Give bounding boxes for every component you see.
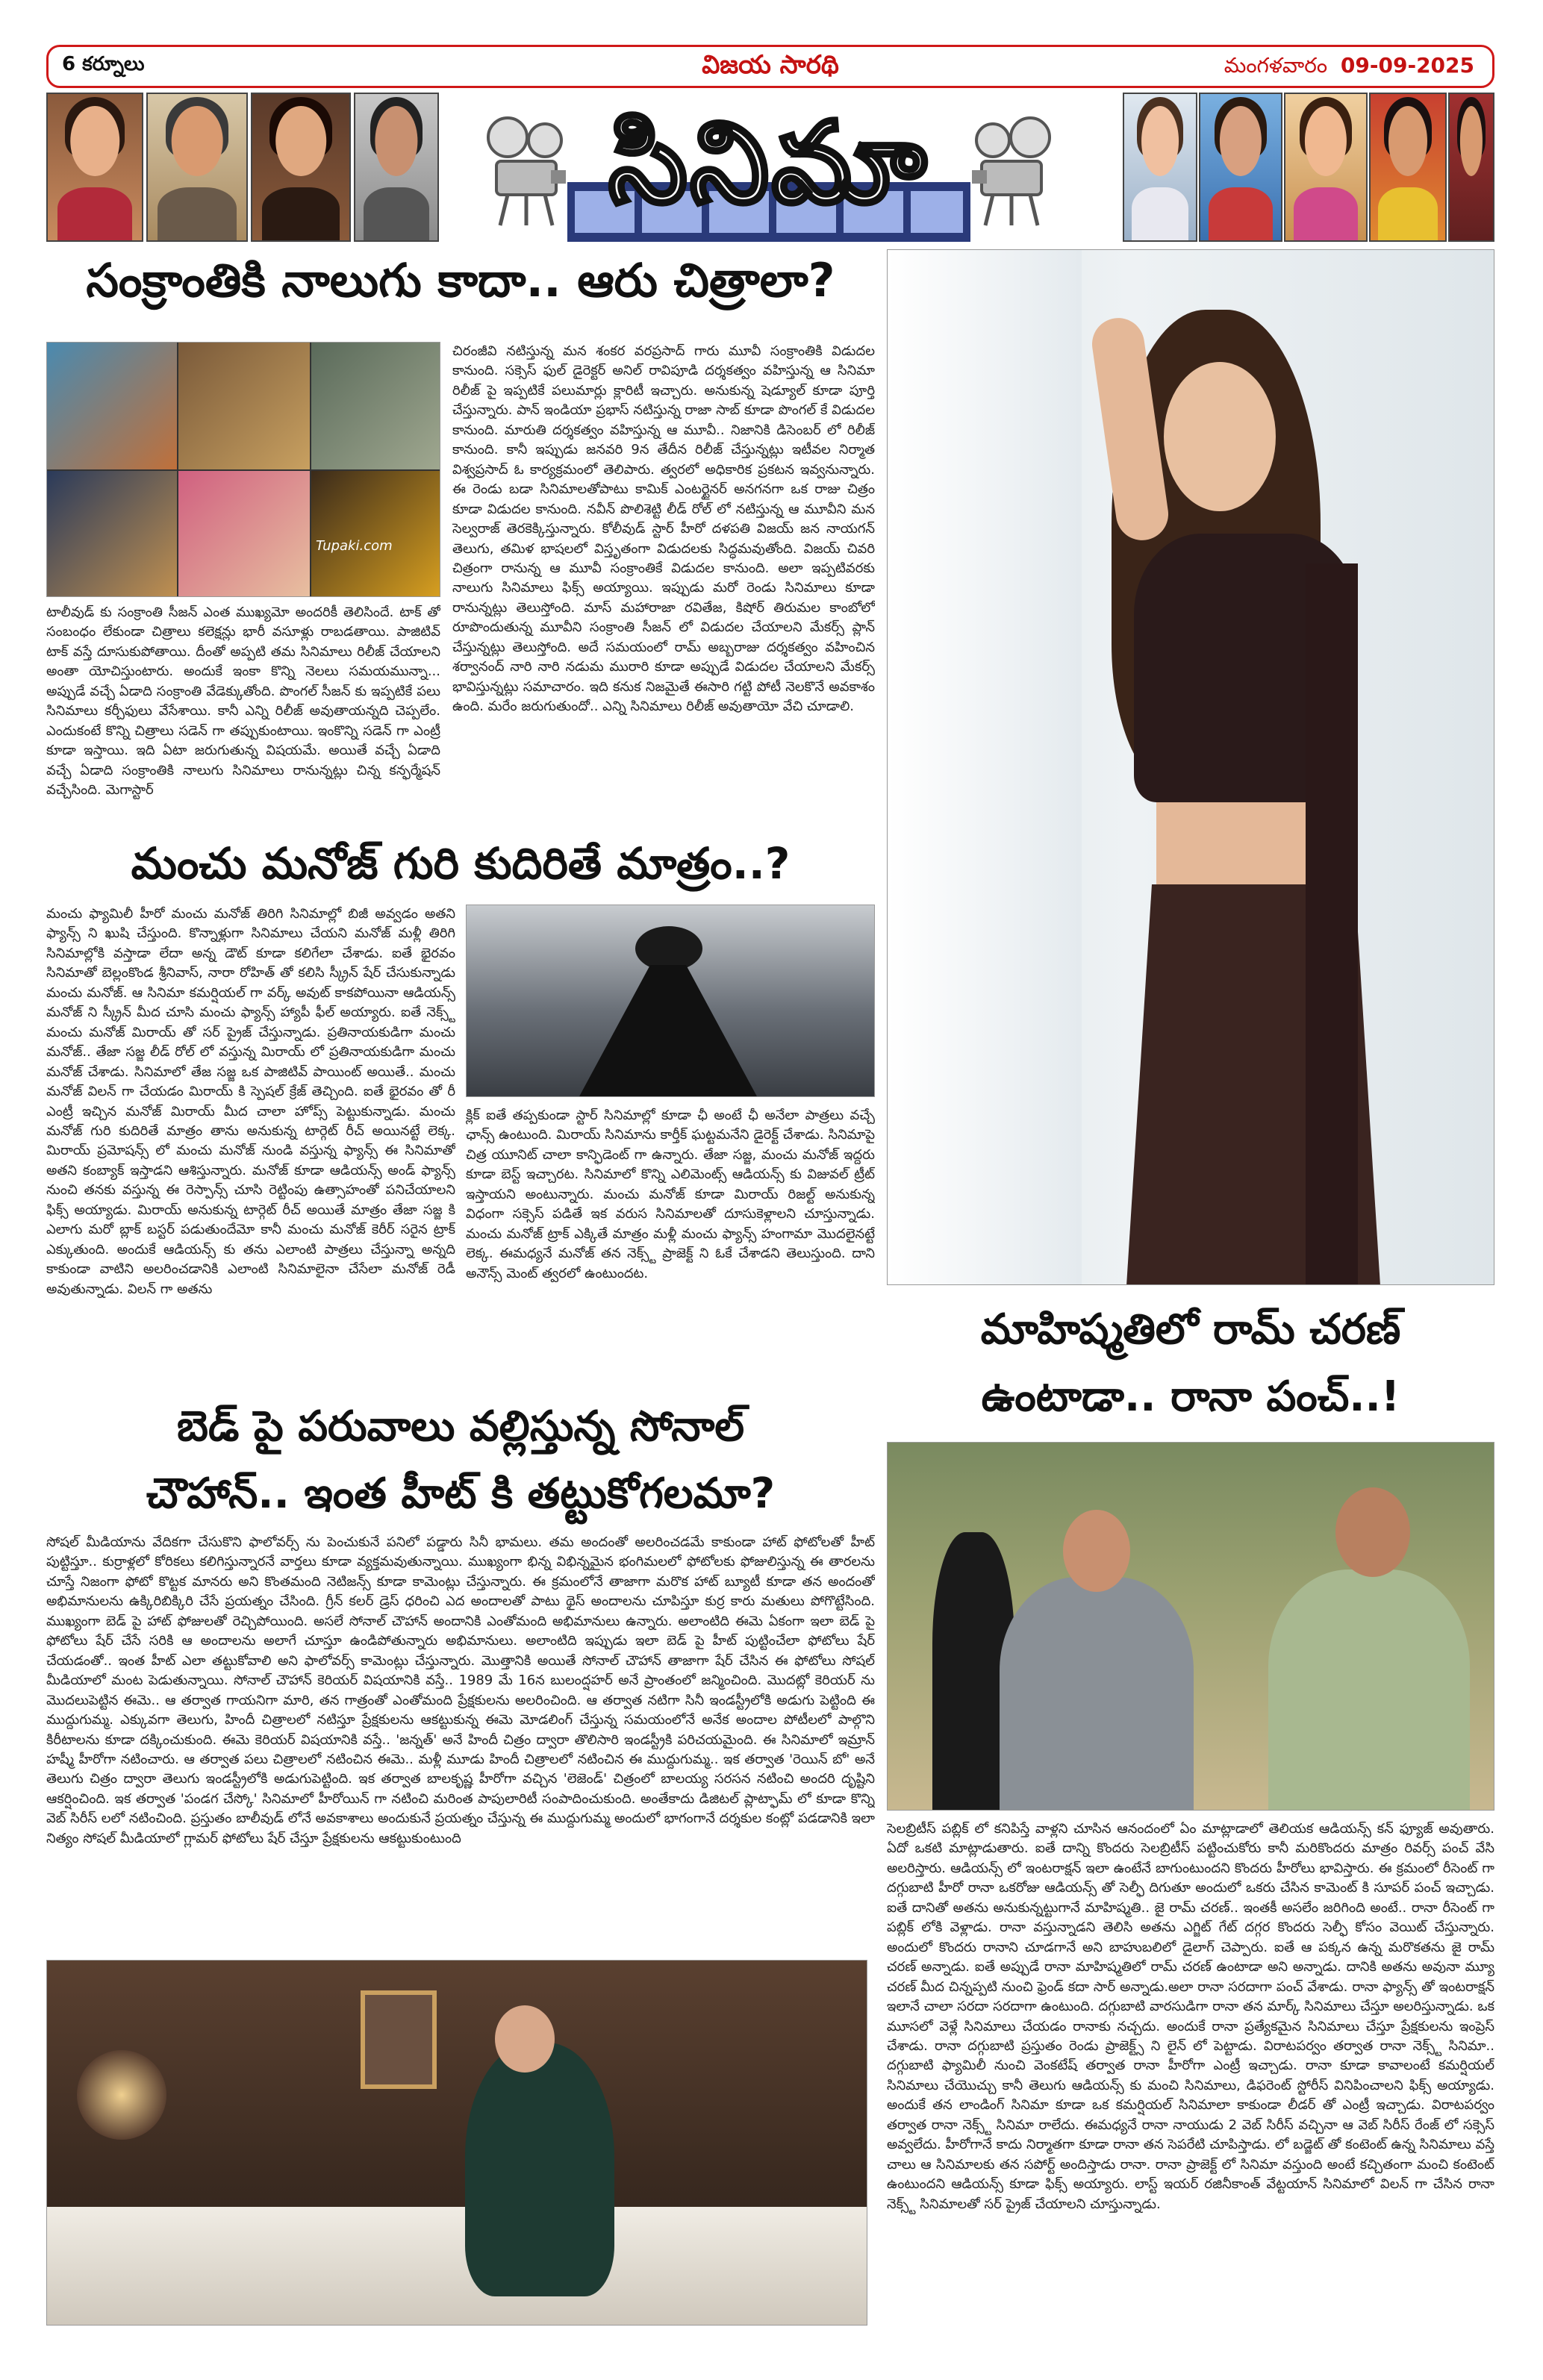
- article3-headline-line1: బెడ్ పై పరువాలు వల్లిస్తున్న సోనాల్: [176, 1402, 745, 1451]
- article1-photo-collage: [46, 342, 440, 597]
- collage-panel: [311, 471, 440, 597]
- article1-body-col2: చిరంజీవి నటిస్తున్న మన శంకర వరప్రసాద్ గారు మూవీ సంక్రాంతికి విడుదల కానుంది. సక్సెస్ ఫుల్ డైరెక్టర్ అనిల్ రావిపూడి దర్శకత్వం వహిస్తున్న ఆ సినిమా రిలీజ్ పై ఇప్పటికే పలుమార్లు క్లారిటీ ఇచ్చారు. అనుకున్న షెడ్యూల్ కూడా పూర్తి చేస్తున్నారు. పాన్ ఇండియా ప్రభాస్ నటిస్తున్న రాజా సాబ్ కూడా పొంగల్ కే విడుదల కానుంది. మారుతి దర్శకత్వం వహిస్తున్న ఆ మూవీ.. నిజానికి డిసెంబర్ లో రిలీజ్ కానుంది. కానీ ఇప్పుడు జనవరి 9న తేదీన రిలీజ్ చేస్తున్నట్లు ఇటీవల నిర్మాత విశ్వప్రసాద్ ఓ కార్యక్రమంలో తెలిపారు. త్వరలో అధికారిక ప్రకటన ఇవ్వనున్నారు. ఈ రెండు బడా సినిమాలతోపాటు కామిక్ ఎంటర్టైనర్ అనగనగా ఒక రాజు చిత్రం కూడా విడుదల కానుంది. నవీన్ పొలిశెట్టి లీడ్ రోల్ లో నటిస్తున్న ఆ మూవీని మన సెల్వరాజ్ తెరకెక్కిస్తున్నారు. కోలీవుడ్ స్టార్ హీరో దళపతి విజయ్ జన నాయగన్ తెలుగు, తమిళ భాషలలో విస్తృతంగా విడుదలకు సిద్ధమవుతోంది. విజయ్ చివరి చిత్రంగా రానున్న ఆ మూవీ సంక్రాంతికే విడుదల కానుంది. అలా ఇప్పటివరకు నాలుగు సినిమాలు ఫిక్స్ అయ్యాయి. ఇప్పుడు మరో రెండు సినిమాలు కూడా రానున్నట్లు తెలుస్తోంది. మాస్ మహారాజా రవితేజ, కిషోర్ తిరుమల కాంబోలో రూపొందుతున్న మూవీని సంక్రాంతి సీజన్ లో విడుదల చేయాలని మేకర్స్ ప్లాన్ చేస్తున్నట్లు తెలుస్తోంది. అదే సమయంలో రామ్ అబ్బరాజు దర్శకత్వం వహించిన శర్వానంద్ నారి నారి నడుమ మురారి కూడా అప్పుడే విడుదల చేయాలని మేకర్స్ భావిస్తున్నట్లు సమాచారం. ఇది కనుక నిజమైతే ఈసారి గట్టి పోటీ నెలకొనే అవకాశం ఉంది. మరేం జరుగుతుందో.. ఎన్ని సినిమాలు రిలీజ్ అవుతాయో వేచి చూడాలి.: [452, 343, 875, 715]
- article2-headline: మంచు మనోజ్ గురి కుదిరితే మాత్రం..?: [131, 838, 791, 889]
- film-projector-icon-right: [970, 115, 1053, 227]
- banner-photo-right-2: [1199, 93, 1282, 242]
- article2-photo: [466, 905, 875, 1097]
- article1-headline: సంక్రాంతికి నాలుగు కాదా.. ఆరు చిత్రాలా?: [86, 253, 835, 307]
- article4-headline-line1: మాహిష్మతిలో రామ్ చరణ్: [980, 1305, 1401, 1354]
- page-label: 6 కర్నూలు: [62, 53, 145, 75]
- collage-panel: [178, 343, 310, 469]
- issue-date: [1224, 53, 1474, 83]
- article3-body: సోషల్ మీడియాను వేదికగా చేసుకొని ఫాలోవర్స్ ను పెంచుకునే పనిలో పడ్డారు సినీ భామలు. తమ అందంతో అలరించడమే కాకుండా హాట్ ఫోటోలతో హీట్ పుట్టిస్తూ.. కుర్రాళ్లలో కోరికలు కలిగిస్తున్నారనే వార్తలు కూడా వ్యక్తమవుతున్నాయి. ముఖ్యంగా భిన్న విభిన్నమైన భంగిమలలో ఫోటోలకు ఫోజులిస్తున్న ఈ తారలను చూస్తే నిజంగా ఫోటో కొట్టక మానరు అని కొంతమంది నెటిజన్స్ కూడా కామెంట్లు చేస్తున్నారు. ఈ క్రమంలోనే తాజాగా మరొక హాట్ బ్యూటీ కూడా తన అందంతో అభిమానులను ఉక్కిరిబిక్కిరి చేసే ప్రయత్నం చేసింది. గ్రీన్ కలర్ డ్రెస్ ధరించి ఎద అందాలతో పాటు థైస్ అందాలను చూపిస్తూ కుర్ర కారు మతులు పోగొట్టేసింది. ముఖ్యంగా బెడ్ పై హాట్ ఫోజులతో రెచ్చిపోయింది. అసలే సోనాల్ చౌహాన్ అందానికి ఎంతోమంది అభిమానులు ఉన్నారు. అలాంటిది ఈమె ఏకంగా ఇలా బెడ్ పై ఫోటోలు షేర్ చేసే సరికి ఆ అందాలను అలాగే చూస్తూ ఉండిపోతున్నారు అభిమానులు. అలాంటిది ఇప్పుడు ఇలా బెడ్ పై హీట్ పుట్టించేలా ఫోటోలు షేర్ చేయడంతో.. ఇంత హీట్ ఎలా తట్టుకోవాలి అని ఫాలోవర్స్ కామెంట్లు చేస్తున్నారు. మొత్తానికి అయితే సోనాల్ చౌహాన్ తాజాగా షేర్ చేసిన ఈ ఫోటోలు సోషల్ మీడియాలో మంట పెడుతున్నాయి. సోనాల్ చౌహాన్ కెరియర్ విషయానికి వస్తే.. 1989 మే 16న బులంద్షహర్ అనే ప్రాంతంలో జన్మించింది. మొదట్లో కెరియర్ ను మొదలుపెట్టిన ఈమె.. ఆ తర్వాత గాయనిగా మారి, తన గాత్రంతో ఎంతోమంది ప్రేక్షకులను అలరించింది. ఆ తర్వాత నటిగా సినీ ఇండస్ట్రీలోకి అడుగు పెట్టింది ఈ ముద్దుగుమ్మ. ఎక్కువగా తెలుగు, హిందీ చిత్రాలలో నటిస్తూ ప్రేక్షకులను ఆకట్టుకున్న ఈమె మోడలింగ్ చేస్తున్న సమయంలోనే అనేక అందాల పోటీలలో పాల్గొని కిరీటాలను కూడా దక్కించుకుంది. ఈమె కెరియర్ విషయానికి వస్తే.. 'జన్నత్' అనే హిందీ చిత్రం ద్వారా తొలిసారి ఇండస్ట్రీకి పరిచయమైంది. ఈ సినిమాలో ఇమ్రాన్ హష్మీ హీరోగా నటించారు. ఆ తర్వాత పలు చిత్రాలలో నటించిన ఈమె.. మళ్లీ మూడు హిందీ చిత్రాలలో నటించిన ఈ ముద్దుగుమ్మ.. ఇక తర్వాత 'రెయిన్ బో' అనే తెలుగు చిత్రం ద్వారా తెలుగు ఇండస్ట్రీలోకి అడుగుపెట్టింది. ఇక తర్వాత బాలకృష్ణ హీరోగా వచ్చిన 'లెజెండ్' చిత్రంలో బాలయ్య సరసన నటించి అందరి దృష్టిని ఆకర్షించింది. ఇక తర్వాత 'పండగ చేస్కో' సినిమాలో హీరోయిన్ గా నటించి మరింత పాపులారిటీ సంపాదించుకుంది. అంతేకాదు డిజిటల్ ప్లాట్ఫామ్ లో కూడా కొన్ని వెబ్ సిరీస్ లలో నటించింది. ప్రస్తుతం బాలీవుడ్ లోనే అవకాశాలు అందుకునే ప్రయత్నం చేస్తున్న ఈ ముద్దుగుమ్మ అందులో భాగంగానే దర్శకుల కంట్లో పడడానికి ఇలా నిత్యం సోషల్ మీడియాలో గ్లామర్ ఫోటోలు షేర్ చేస్తూ ప్రేక్షకులను ఆకట్టుకుంటుంది: [46, 1534, 875, 1846]
- section-title: సినిమా: [608, 99, 929, 228]
- film-projector-icon: [485, 115, 567, 227]
- figure-silhouette: [635, 926, 702, 971]
- article1-body-col1: టాలీవుడ్ కు సంక్రాంతి సీజన్ ఎంత ముఖ్యమో అందరికీ తెలిసిందే. టాక్ తో సంబంధం లేకుండా చిత్రాలు కలెక్షన్లు భారీ వసూళ్లు రాబడతాయి. పాజిటివ్ టాక్ వస్తే దూసుకుపోతాయి. దీంతో అప్పటి తమ సినిమాలు రిలీజ్ చేయాలని అంతా యోచిస్తుంటారు. అందుకే ఇంకా కొన్ని నెలలు సమయమున్నా... అప్పుడే వచ్చే ఏడాది సంక్రాంతి వేడెక్కుతోంది. పొంగల్ సీజన్ కు ఇప్పటికే పలు సినిమాలు కర్చీఫులు వేసేశాయి. కానీ ఎన్ని రిలీజ్ అవుతాయన్నది చెప్పలేం. ఎందుకంటే కొన్ని చిత్రాలు సడెన్ గా తప్పుకుంటాయి. ఇంకొన్ని సడెన్ గా ఎంట్రీ కూడా ఇస్తాయి. ఇది ఏటా జరుగుతున్న విషయమే. అయితే వచ్చే ఏడాది వచ్చే ఏడాది సంక్రాంతికి నాలుగు సినిమాలు రానున్నట్లు చిన్న కన్ఫర్మేషన్ వచ్చేసింది. మెగాస్టార్: [46, 605, 440, 799]
- collage-panel: [47, 471, 177, 597]
- paper-name: విజయ సారథి: [702, 50, 839, 80]
- issue-date-value: 09-09-2025: [1340, 53, 1474, 78]
- banner-photo-left-4: [354, 93, 439, 242]
- rana-figure: [1268, 1570, 1470, 1811]
- photo-watermark: Tupaki.com: [316, 538, 393, 554]
- wall-frame: [361, 1990, 437, 2089]
- lamp-glow: [77, 2050, 166, 2140]
- article2-body-col1: మంచు ఫ్యామిలీ హీరో మంచు మనోజ్ తిరిగి సినిమాల్లో బిజీ అవ్వడం అతని ఫ్యాన్స్ ని ఖుషి చేస్తుంది. కొన్నాళ్లుగా సినిమాలు చేయని మనోజ్ మళ్లీ తిరిగి సినిమాల్లోకి వస్తాడా లేదా అన్న డౌట్ కూడా కలిగేలా చేశాడు. ఐతే భైరవం సినిమాతో బెల్లంకొండ శ్రీనివాస్, నారా రోహిత్ తో కలిసి స్క్రీన్ షేర్ చేసుకున్నాడు మంచు మనోజ్. ఆ సినిమా కమర్షియల్ గా వర్క్ అవుట్ కాకపోయినా ఆడియన్స్ మనోజ్ ని స్క్రీన్ మీద చూసి మంచు ఫ్యాన్స్ హ్యాపీ ఫీల్ అయ్యారు. ఐతే నెక్స్ట్ మంచు మనోజ్ మిరాయ్ తో సర్ ప్రైజ్ చేస్తున్నాడు. ప్రతినాయకుడిగా మంచు మనోజ్.. తేజా సజ్జ లీడ్ రోల్ లో వస్తున్న మిరాయ్ లో ప్రతినాయకుడిగా మంచు మనోజ్ చేశాడు. సినిమాలో తేజ సజ్జ ఒక పాజిటివ్ పాయింట్ అయితే.. మంచు మనోజ్ విలన్ గా చేయడం మిరాయ్ కి స్పెషల్ క్రేజ్ తెచ్చింది. ఐతే భైరవం తో రీ ఎంట్రీ ఇచ్చిన మనోజ్ మిరాయ్ మీద చాలా హోప్స్ పెట్టుకున్నాడు. మంచు మనోజ్ గురి కుదిరితే మాత్రం తాను అనుకున్న టార్గెట్ రీచ్ అయినట్టే లెక్క. మిరాయ్ ప్రమోషన్స్ లో మంచు మనోజ్ నుండి వస్తున్న ఫ్యాన్స్ ఈ సినిమాతో అతని కంబ్యాక్ ఇస్తాడని ఆశిస్తున్నారు. మనోజ్ కూడా ఆడియన్స్ అండ్ ఫ్యాన్స్ నుంచి తనకు వస్తున్న ఈ రెస్పాన్స్ చూసి రెట్టింపు ఉత్సాహంతో పనిచేయాలని ఫిక్స్ అయ్యాడు. మిరాయ్ అనుకున్న టార్గెట్ రీచ్ అయితే మాత్రం తేజా సజ్జ కి ఎలాగు మరో బ్లాక్ బస్టర్ పడుతుందేమో కానీ మంచు మనోజ్ కెరీర్ సరైన ట్రాక్ ఎక్కుతుంది. అందుకే ఆడియన్స్ కు తను ఎలాంటి పాత్రలు చేస్తున్నా అన్నది కాకుండా వాటిని అలరించడానికి ఎలాంటి సినిమాలైనా చేసేలా మనోజ్ రెడీ అవుతున్నాడు. విలన్ గా అతను: [46, 906, 455, 1297]
- banner-photo-right-1: [1123, 93, 1197, 242]
- bed: [47, 2207, 867, 2326]
- banner-photo-right-3: [1284, 93, 1368, 242]
- saree-drape: [1306, 563, 1358, 1285]
- face: [1164, 362, 1276, 511]
- banner-photo-left-3: [251, 93, 351, 242]
- banner-photo-left-1: [46, 93, 143, 242]
- article3-headline-line2: చౌహాన్.. ఇంత హీట్ కి తట్టుకోగలమా?: [146, 1469, 776, 1518]
- article4-photo: [887, 1442, 1494, 1811]
- collage-panel: [47, 343, 177, 469]
- ram-charan-figure: [1000, 1577, 1194, 1811]
- article3-photo: [46, 1960, 867, 2326]
- figure-coat: [579, 965, 758, 1097]
- cinema-section-logo: [485, 93, 1053, 242]
- ram-charan-head: [1063, 1510, 1130, 1592]
- rana-head: [1335, 1487, 1410, 1577]
- banner-photo-right-4: [1369, 93, 1447, 242]
- article2-body-col2: క్లిక్ ఐతే తప్పకుండా స్టార్ సినిమాల్లో కూడా ఛీ అంటే ఛీ అనేలా పాత్రలు వచ్చే ఛాన్స్ ఉంటుంది. మిరాయ్ సినిమాను కార్తీక్ ఘట్టమనేని డైరెక్ట్ చేశాడు. సినిమాపై చిత్ర యూనిట్ చాలా కాన్ఫిడెంట్ గా ఉన్నారు. తేజా సజ్జ, మంచు మనోజ్ ఇద్దరు కూడా బెస్ట్ ఇచ్చారట. సినిమాలో కొన్ని ఎలిమెంట్స్ ఆడియన్స్ కు విజువల్ ట్రీట్ ఇస్తాయని అంటున్నారు. మంచు మనోజ్ కూడా మిరాయ్ రిజల్ట్ అనుకున్న విధంగా సక్సెస్ పడితే ఇక వరుస సినిమాలతో దూసుకెళ్లాలని చూస్తున్నాడు. మంచు మనోజ్ ట్రాక్ ఎక్కితే మాత్రం మళ్లీ మంచు ఫ్యాన్స్ హంగామా మొదలైనట్టే లెక్క. ఈమధ్యనే మనోజ్ తన నెక్స్ట్ ప్రాజెక్ట్ ని ఓకే చేశాడని తెలుస్తుంది. దాని అనౌన్స్ మెంట్ త్వరలో ఉంటుందట.: [466, 1108, 875, 1281]
- article4-headline-line2: ఉంటాడా.. రానా పంచ్..!: [981, 1372, 1400, 1421]
- curtain-light: [888, 250, 1082, 1285]
- person-figure: [465, 2043, 614, 2296]
- banner-photo-right-5: [1448, 93, 1494, 242]
- person-head: [495, 2005, 555, 2073]
- collage-panel: [311, 343, 440, 469]
- issue-day: మంగళవారం: [1224, 53, 1328, 78]
- page-header-bar: [46, 45, 1494, 88]
- banner-photo-left-2: [146, 93, 248, 242]
- article4-body: సెలబ్రిటీస్ పబ్లిక్ లో కనిపిస్తే వాళ్లని చూసిన ఆనందంలో ఏం మాట్లాడాలో తెలియక ఆడియన్స్ కన్ ఫ్యూజ్ అవుతారు. ఏదో ఒకటి మాట్లాడుతారు. ఐతే దాన్ని కొందరు సెలబ్రిటీస్ పట్టించుకోరు కానీ మరికొందరు మాత్రం రివర్స్ పంచ్ వేసి అలరిస్తారు. ఆడియన్స్ లో ఇంటరాక్షన్ ఇలా ఉంటేనే బాగుంటుందని కొందరు హీరోలు భావిస్తారు. ఈ క్రమంలో రీసెంట్ గా దగ్గుబాటి హీరో రానా ఒకరోజు ఆడియన్స్ తో సెల్ఫీ దిగుతూ అందులో ఒకరు చేసిన కామెంట్ కి సూపర్ పంచ్ ఇచ్చాడు. ఐతే దానితో అతను అనుకున్నట్టుగానే మాహిష్మతి.. జై రామ్ చరణ్.. ఇంతకీ అసలేం జరిగింది అంటే.. రానా రీసెంట్ గా పబ్లిక్ లోకి వెళ్లాడు. రానా వస్తున్నాడని తెలిసి అతను ఎగ్జిట్ గేట్ దగ్గర కొందరు సెల్ఫీ కోసం వెయిట్ చేస్తున్నారు. అందులో కొందరు రానాని చూడగానే అని బాహుబలిలో డైలాగ్ చెప్పారు. ఐతే ఆ పక్కన ఉన్న మరొకతను జై రామ్ చరణ్ అన్నాడు. ఐతే అప్పుడే రానా మాహిష్మతిలో రామ్ చరణ్ ఉంటాడా అని అన్నాడు. దానికి అతను అవునా మ్యూ చరణ్ మీద చిన్నప్పటి నుంచి ఫ్రెండ్ కదా సార్ అన్నాడు.అలా రానా సరదాగా పంచ్ వేశాడు. రానా ఫ్యాన్స్ తో ఇంటరాక్షన్ ఇలానే చాలా సరదా సరదాగా ఉంటుంది. దగ్గుబాటి వారసుడిగా రానా తన మార్క్ సినిమాలు చేస్తూ అలరిస్తున్నాడు. ఒక మూసలో వెళ్లే సినిమాలు చేయడం రానాకు నచ్చదు. అందుకే రానా ప్రత్యేకమైన సినిమాలు చేస్తూ ప్రేక్షకులను ఇంప్రెస్ చేశాడు. రానా దగ్గుబాటి ప్రస్తుతం రెండు ప్రాజెక్ట్స్ ని లైన్ లో పెట్టాడు. విరాటపర్వం తర్వాత రానా నెక్స్ట్ సినిమా.. దగ్గుబాటి ఫ్యామిలీ నుంచి వెంకటేష్ తర్వాత రానా హీరోగా ఎంట్రీ ఇచ్చాడు. రానా కూడా కావాలంటే కమర్షియల్ సినిమాలు చేయొచ్చు కానీ తెలుగు ఆడియన్స్ కు మంచి సినిమాలు, డిఫరెంట్ స్టోరీస్ వినిపించాలని ఫిక్స్ అయ్యాడు. అందుకే తన లాండింగ్ సినిమా కూడా ఒక కమర్షియల్ సినిమాలా కాకుండా లీడర్ తో ఎంట్రీ ఇచ్చాడు. విరాటపర్వం తర్వాత రానా నెక్స్ట్ సినిమా రాలేదు. ఈమధ్యనే రానా నాయుడు 2 వెబ్ సిరీస్ వచ్చినా ఆ వెబ్ సిరీస్ రేంజ్ లో సక్సెస్ అవ్వలేదు. హీరోగానే కాదు నిర్మాతగా కూడా రానా తన సెపరేటి చూపిస్తాడు. లో బడ్జెట్ తో కంటెంట్ ఉన్న సినిమాలు వస్తే చాలు ఆ సినిమాలకు తన సపోర్ట్ అందిస్తాడు రానా. రానా ప్రాజెక్ట్ లో సినిమా వస్తుంది అంటే కచ్చితంగా మంచి కంటెంట్ ఉంటుందని ఆడియన్స్ కూడా ఫిక్స్ అయ్యారు. లాస్ట్ ఇయర్ రజినీకాంత్ వేట్టయాన్ సినిమాలో విలన్ గా చేసిన రానా నెక్స్ట్ సినిమాలతో సర్ ప్రైజ్ చేయాలని చూస్తున్నాడు.: [887, 1821, 1494, 2212]
- collage-panel: [178, 471, 310, 597]
- actress-portrait-photo: [887, 249, 1494, 1285]
